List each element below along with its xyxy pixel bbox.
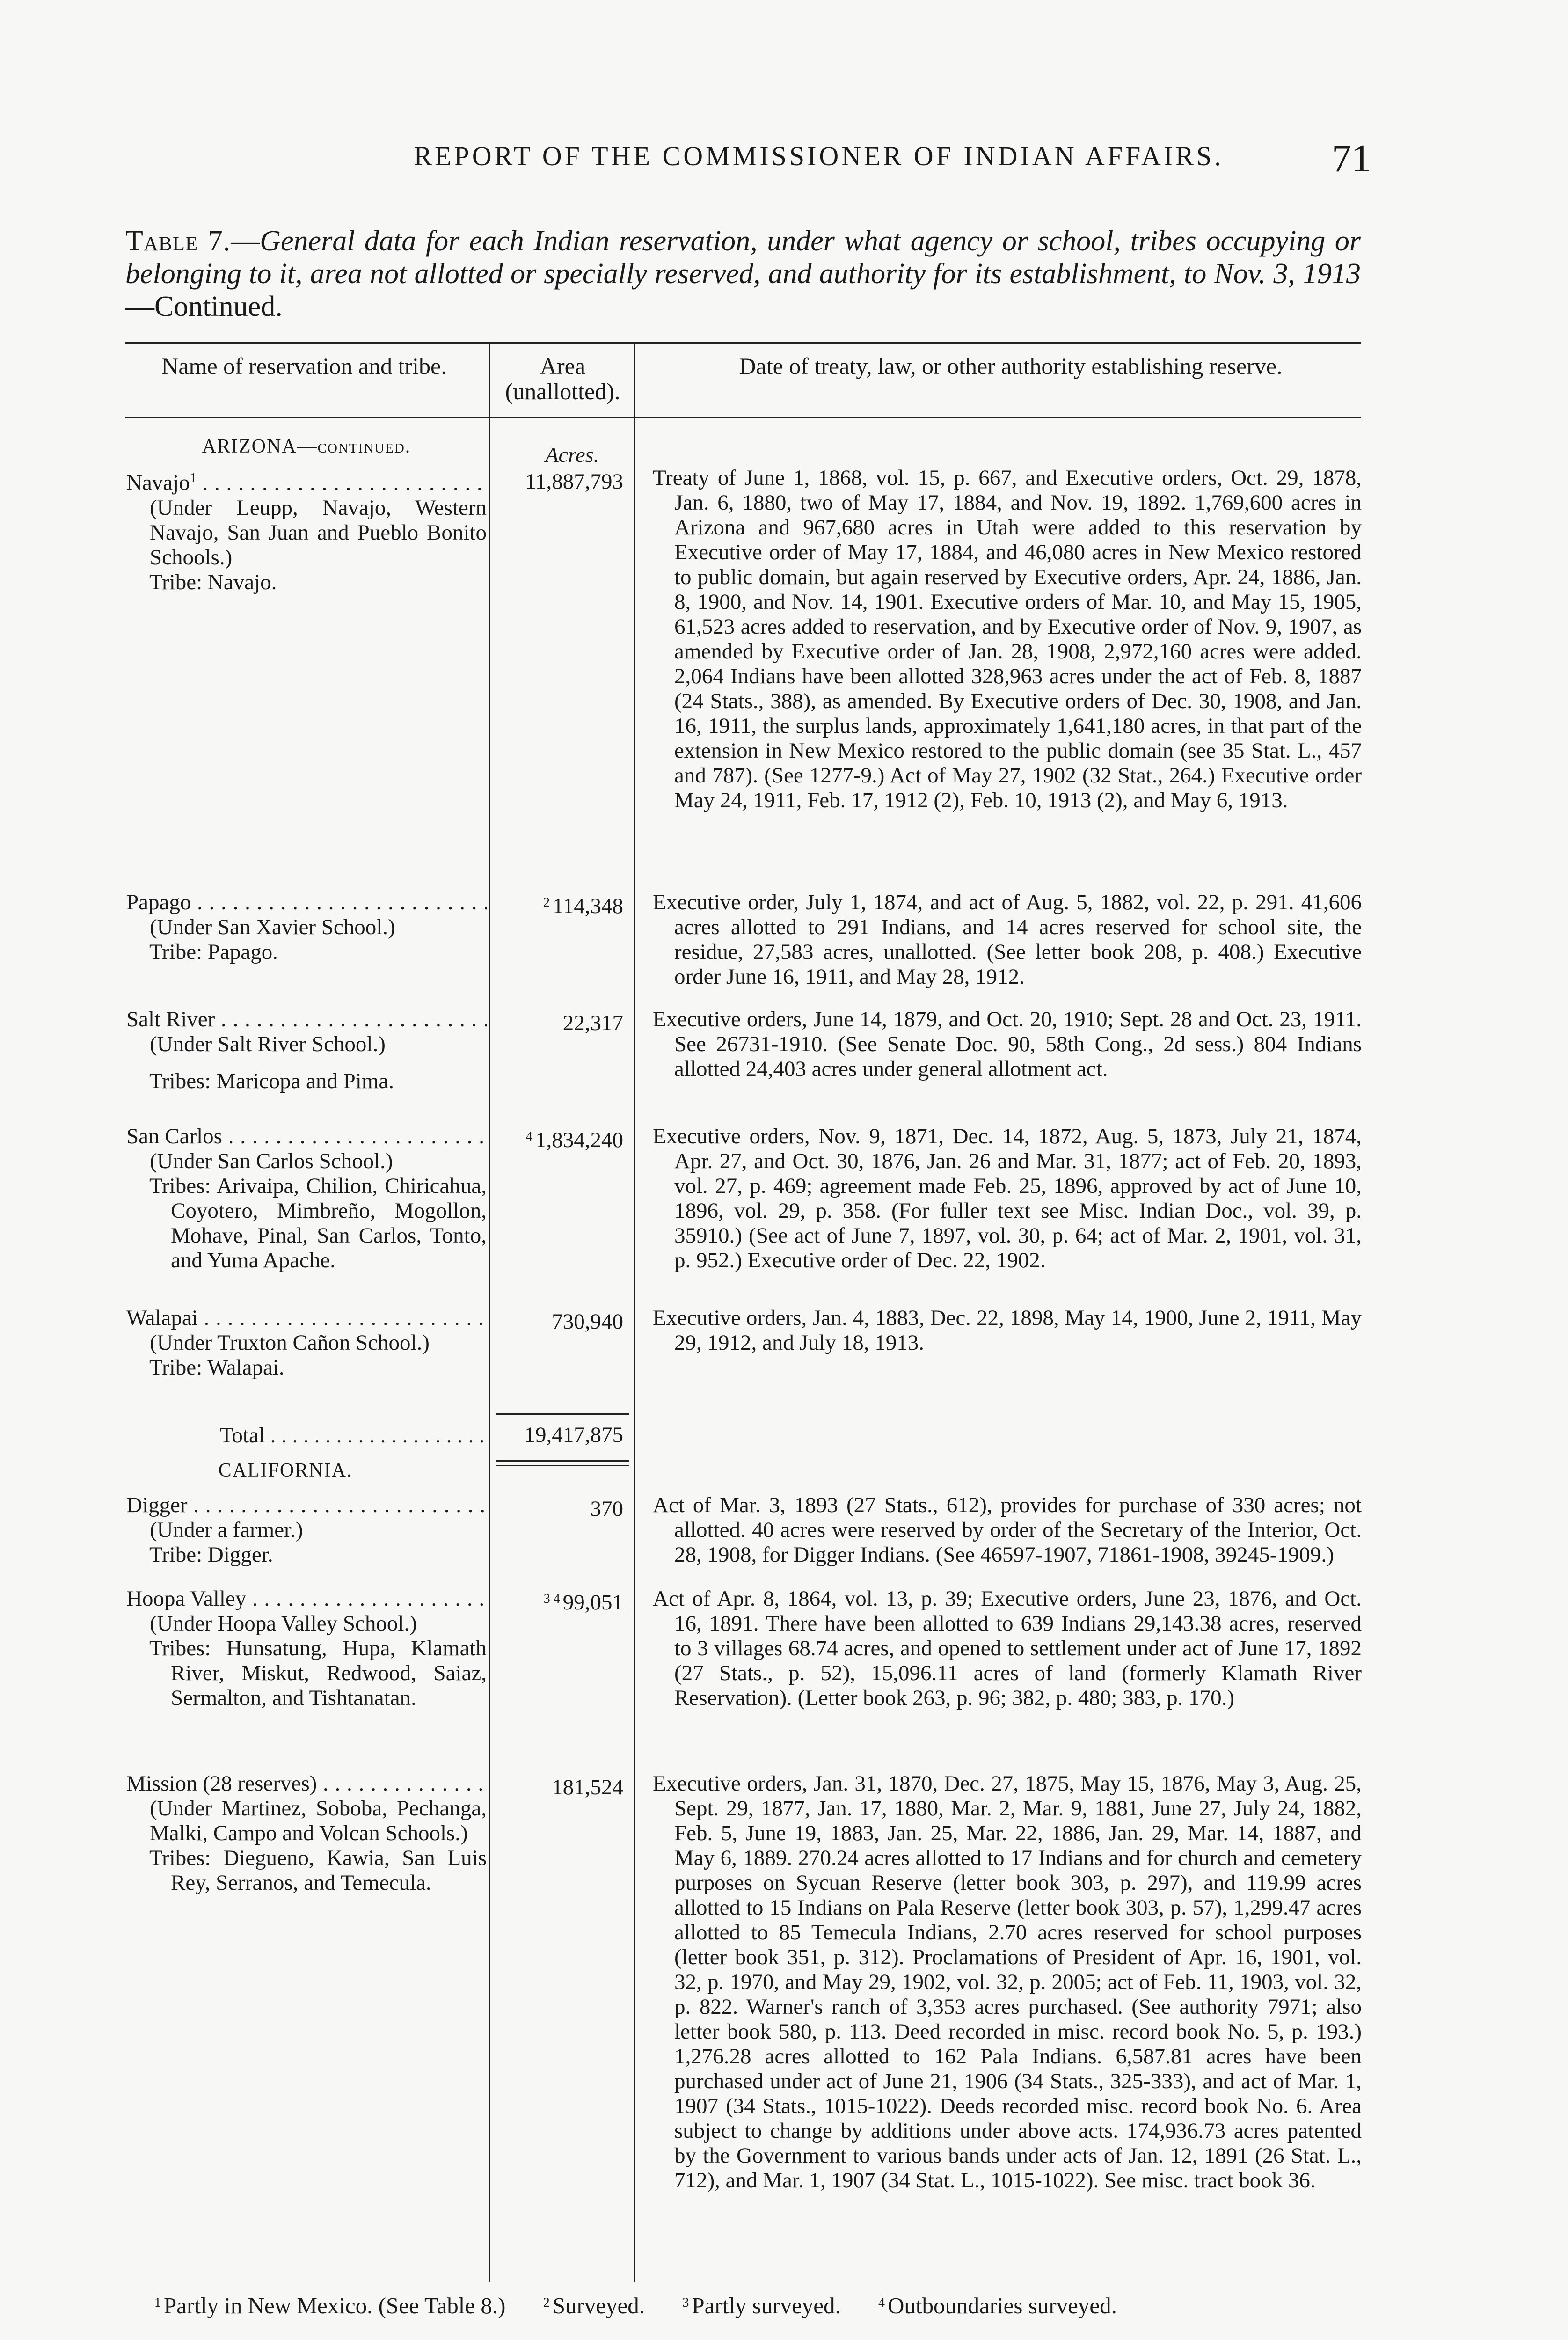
reservation-papago [126, 890, 487, 965]
reservation-walapai [126, 1306, 487, 1380]
reservation-san-carlos [126, 1124, 487, 1273]
reservation-tribes: Tribe: Walapai. [149, 1355, 284, 1380]
total-value: 19,417,875 [524, 1423, 623, 1447]
authority-mission: Executive orders, Jan. 31, 1870, Dec. 27, 1875, May 15, 1876, May 3, Aug. 25, Sept. 29, 1877, Jan. 17, 1880, Mar. 2, Mar. 9, 1881, June 27, July 24, 1882, Feb. 5, June 19, 1883, Jan. 25, Mar. 22, 1886, Jan. 29, Mar. 14, 1887, and May 6, 1889. 270.24 acres allotted to 17 Indians and for church and cemetery purposes on Sycuan Reserve (letter book 303, p. 297), and 119.99 acres allotted to 15 Indians on Pala Reserve (letter book 303, p. 57), 1,299.47 acres allotted to 85 Temecula Indians, 2.70 acres reserved for school purposes (letter book 351, p. 312). Proclamations of President of Apr. 16, 1901, vol. 32, p. 1970, and May 29, 1902, vol. 32, p. 2005; act of Feb. 11, 1903, vol. 32, p. 822. Warner's ranch of 3,353 acres purchased. (See authority 7971; also letter book 580, p. 113. Deed recorded in misc. record book No. 5, p. 193.) 1,276.28 acres allotted to 162 Pala Indians. 6,587.81 acres have been purchased under act of June 21, 1906 (34 Stats., 325-333), and act of Mar. 1, 1907 (34 Stats., 1015-1022). Deeds recorded misc. record book No. 6. Area subject to change by additions under above acts. 174,936.73 acres patented by the Government to various bands under acts of Jan. 12, 1891 (26 Stat. L., 712), and Mar. 1, 1907 (34 Stat. L., 1015-1022). See misc. tract book 36. [653, 1771, 1362, 2193]
section-heading-california: CALIFORNIA. [218, 1460, 353, 1481]
reservation-tribes: Tribes: Maricopa and Pima. [149, 1069, 394, 1093]
reservation-tribes: Tribes: Diegueno, Kawia, San Luis Rey, Serranos, and Temecula. [149, 1846, 487, 1895]
reservation-salt-river [126, 1007, 487, 1094]
reservation-tribes: Tribe: Navajo. [149, 570, 277, 594]
reservation-name: Digger . . . [126, 1493, 487, 1518]
reservation-agency: (Under a farmer.) [150, 1518, 303, 1542]
authority-san-carlos: Executive orders, Nov. 9, 1871, Dec. 14, 1872, Aug. 5, 1873, July 21, 1874, Apr. 27, and Oct. 30, 1876, Jan. 26 and Mar. 31, 1877; act of Feb. 20, 1893, vol. 27, p. 469; agreement made Feb. 25, 1896, approved by act of June 10, 1896, vol. 29, p. 358. (For fuller text see Misc. Indian Doc., vol. 39, p. 35910.) (See act of June 7, 1897, vol. 30, p. 64; act of Mar. 2, 1901, vol. 31, p. 952.) Executive order of Dec. 22, 1902. [653, 1124, 1362, 1272]
reservation-name: Salt River . . . [126, 1007, 487, 1032]
authority-digger: Act of Mar. 3, 1893 (27 Stats., 612), provides for purchase of 330 acres; not allotted. 40 acres were reserved by order of the Secretary of the Interior, Oct. 28, 1908, for Digger Indians. (See 46597-1907, 71861-1908, 39245-1909.) [653, 1493, 1362, 1567]
footnote-3: $^3$ Partly surveyed. [682, 2293, 841, 2318]
reservation-agency: (Under Truxton Cañon School.) [150, 1331, 430, 1355]
running-head: REPORT OF THE COMMISSIONER OF INDIAN AFFAIRS. [414, 141, 1224, 171]
reservation-digger [126, 1493, 487, 1567]
col-header-name: Name of reservation and tribe. [161, 353, 447, 379]
reservation-agency: (Under Hoopa Valley School.) [150, 1611, 417, 1636]
reservation-tribes: Tribes: Hunsatung, Hupa, Klamath River, Miskut, Redwood, Saiaz, Sermalton, and Tishtanatan. [149, 1636, 487, 1710]
authority-walapai: Executive orders, Jan. 4, 1883, Dec. 22, 1898, May 14, 1900, June 2, 1911, May 29, 1912, and July 18, 1913. [653, 1306, 1362, 1355]
total-bottom-rule [496, 1460, 629, 1462]
reservation-name: Walapai . . . [126, 1306, 487, 1331]
area-san-carlos: $^4$ 1,834,240 [526, 1128, 623, 1152]
footnote-1: $^1$ Partly in New Mexico. (See Table 8.) [154, 2293, 506, 2318]
reservation-name: San Carlos . . . [126, 1124, 487, 1149]
reservation-agency: (Under Salt River School.) [150, 1032, 386, 1056]
header-bottom-rule [125, 417, 1361, 418]
caption-dash: — [231, 225, 260, 257]
area-mission: 181,524 [552, 1775, 623, 1799]
column-divider-1 [489, 343, 490, 2282]
authority-salt-river: Executive orders, June 14, 1879, and Oct. 20, 1910; Sept. 28 and Oct. 23, 1911. See 26731-1910. (See Senate Doc. 90, 58th Cong., 2d sess.) 804 Indians allotted 24,403 acres under general allotment act. [653, 1007, 1362, 1081]
reservation-name: Papago . . . [126, 890, 487, 915]
area-hoopa-valley: $^{3 4}$ 99,051 [543, 1590, 623, 1615]
authority-papago: Executive order, July 1, 1874, and act of Aug. 5, 1882, vol. 22, p. 291. 41,606 acres allotted to 291 Indians, and 14 acres reserved for school site, the residue, 27,583 acres, unallotted. (See letter book 208, p. 408.) Executive order June 16, 1911, and May 28, 1912. [653, 890, 1362, 989]
reservation-agency: (Under San Carlos School.) [150, 1149, 393, 1173]
reservation-tribes: Tribes: Arivaipa, Chilion, Chiricahua, Coyotero, Mimbreño, Mogollon, Mohave, Pinal, San Carlos, Tonto, and Yuma Apache. [149, 1174, 487, 1272]
reservation-name: Mission (28 reserves) . . . [126, 1771, 487, 1796]
caption-text: General data for each Indian reservation, under what agency or school, tribes occupying or belonging to it, area not allotted or specially reserved, and authority for its establishment, to Nov. 3, 1913 [125, 225, 1361, 290]
reservation-hoopa-valley [126, 1587, 487, 1711]
table-label: Table 7. [125, 225, 231, 257]
area-papago: $^2$ 114,348 [543, 894, 623, 918]
page-number: 71 [1332, 137, 1371, 180]
reservation-agency: (Under San Xavier School.) [150, 915, 395, 939]
total-label: Total . . . [220, 1423, 487, 1448]
authority-navajo: Treaty of June 1, 1868, vol. 15, p. 667, and Executive orders, Oct. 29, 1878, Jan. 6, 1880, two of May 17, 1884, and Nov. 19, 1892. 1,769,600 acres in Arizona and 967,680 acres in Utah were added to this reservation by Executive order of May 17, 1884, and 46,080 acres in New Mexico restored to public domain, but again reserved by Executive orders, Apr. 24, 1886, Jan. 8, 1900, and Nov. 14, 1901. Executive orders of Mar. 10, and May 15, 1905, 61,523 acres added to reservation, and by Executive order of Nov. 9, 1907, as amended by Executive order of Jan. 28, 1908, 2,972,160 acres were added. 2,064 Indians have been allotted 328,963 acres under the act of Feb. 8, 1887 (24 Stats., 388), as amended. By Executive orders of Dec. 30, 1908, and Jan. 16, 1911, the surplus lands, approximately 1,641,180 acres, in that part of the extension in New Mexico restored to the public domain (see 35 Stat. L., 457 and 787). (See 1277-9.) Act of May 27, 1902 (32 Stat., 264.) Executive order May 24, 1911, Feb. 17, 1912 (2), Feb. 10, 1913 (2), and May 6, 1913. [653, 466, 1362, 812]
col-header-authority: Date of treaty, law, or other authority establishing reserve. [739, 353, 1283, 379]
reservation-name: Navajo$^1$ . . . [126, 466, 487, 496]
authority-hoopa-valley: Act of Apr. 8, 1864, vol. 13, p. 39; Executive orders, June 23, 1876, and Oct. 16, 1891. There have been allotted to 639 Indians 29,143.38 acres, reserved to 3 villages 68.74 acres, and opened to settlement under act of June 17, 1892 (27 Stats., p. 52), 15,096.11 acres of land (formerly Klamath River Reservation). (Letter book 263, p. 96; 382, p. 480; 383, p. 170.) [653, 1587, 1362, 1710]
table-caption [125, 225, 1361, 323]
section-heading-arizona: ARIZONA—continued. [202, 436, 411, 457]
area-navajo: 11,887,793 [525, 469, 623, 494]
reservation-agency: (Under Martinez, Soboba, Pechanga, Malki, Campo and Volcan Schools.) [150, 1796, 487, 1845]
reservation-name: Hoopa Valley . . . [126, 1587, 487, 1611]
footnotes [154, 2292, 1371, 2319]
area-digger: 370 [590, 1497, 623, 1521]
reservation-navajo [126, 466, 487, 595]
column-divider-2 [634, 343, 635, 2282]
caption-continued: —Continued. [125, 291, 283, 322]
table-top-rule [125, 342, 1361, 344]
reservation-tribes: Tribe: Digger. [149, 1543, 273, 1567]
footnote-2: $^2$ Surveyed. [543, 2293, 645, 2318]
col-header-area: Area (unallotted). [505, 353, 620, 404]
total-bottom-rule-2 [496, 1465, 629, 1466]
reservation-tribes: Tribe: Papago. [149, 940, 278, 964]
total-top-rule [496, 1413, 629, 1415]
area-units-label: Acres. [545, 443, 599, 467]
reservation-mission [126, 1771, 487, 1895]
footnote-4: $^4$ Outboundaries surveyed. [878, 2293, 1117, 2318]
area-salt-river: 22,317 [562, 1011, 623, 1035]
area-walapai: 730,940 [552, 1309, 623, 1334]
footnote-ref: 1 [190, 471, 197, 485]
reservation-agency: (Under Leupp, Navajo, Western Navajo, San Juan and Pueblo Bonito Schools.) [150, 495, 487, 570]
